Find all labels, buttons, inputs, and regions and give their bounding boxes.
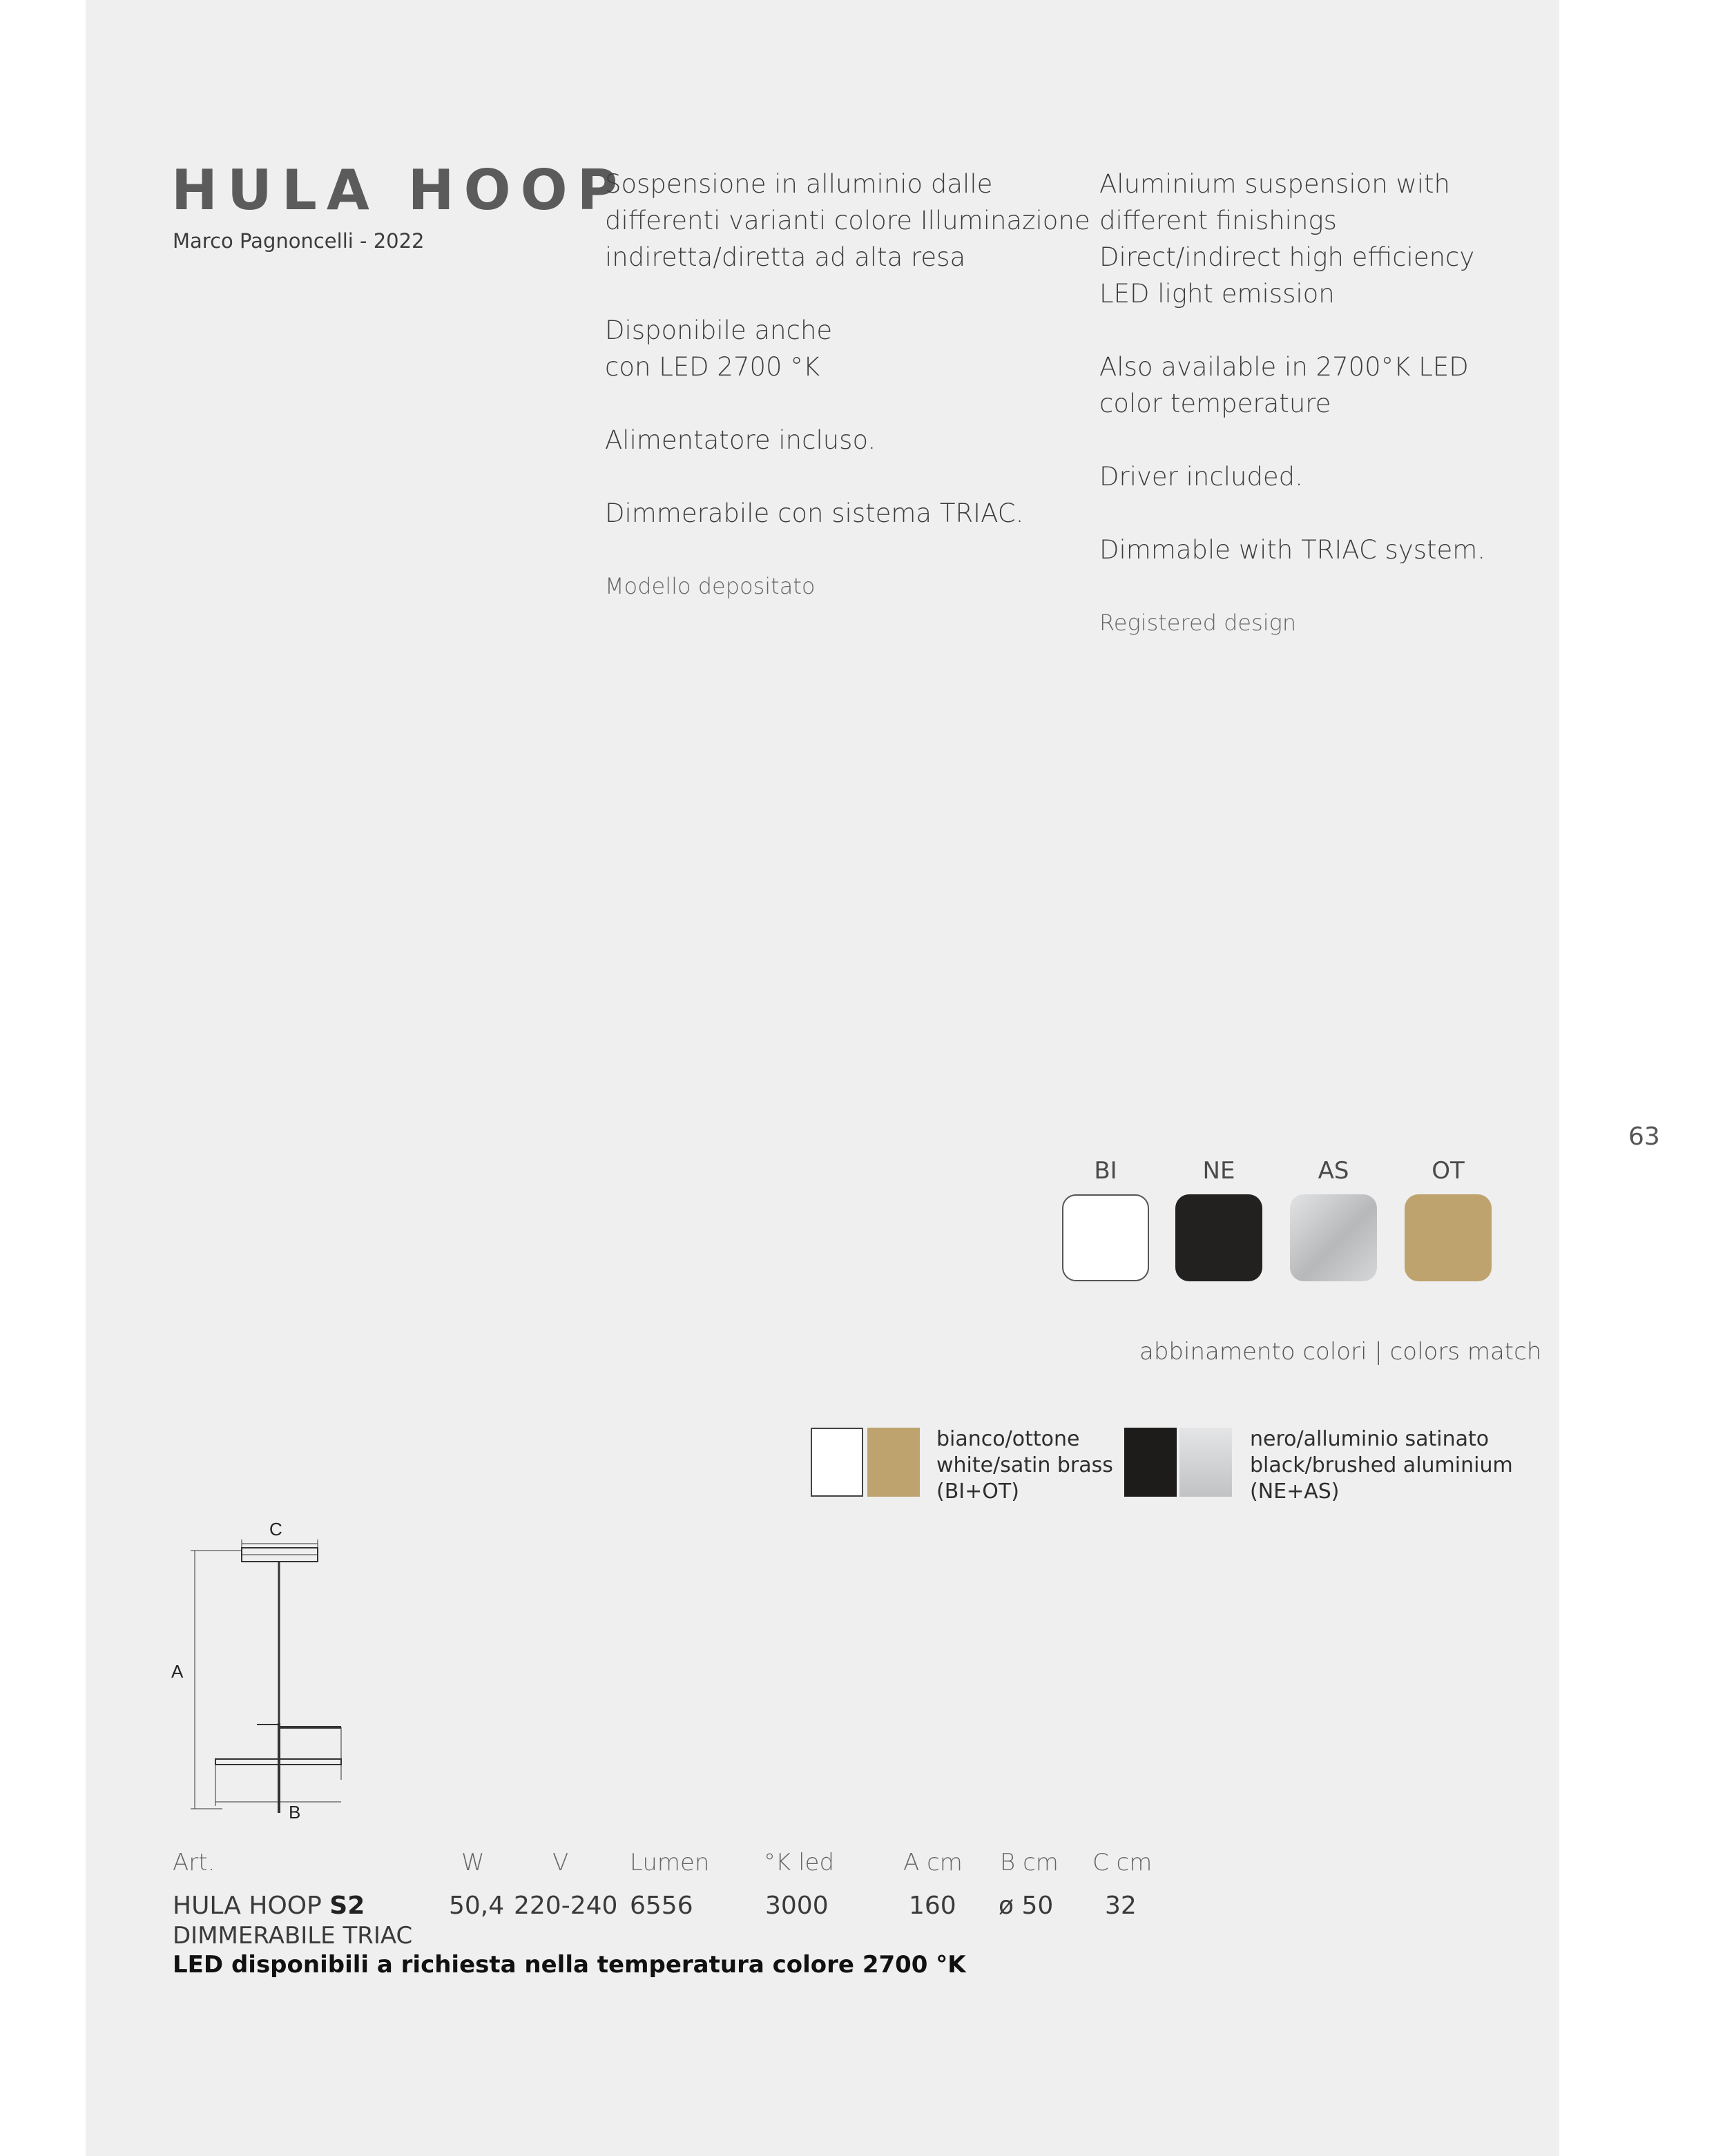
article-name: HULA HOOP <box>173 1892 322 1920</box>
finish-swatch-white <box>1062 1194 1149 1281</box>
desc-en-paragraph-1: Aluminium suspension with different finishings Direct/indirect high efficiency LED light emission <box>1099 169 1475 309</box>
row-watt: 50,4 <box>449 1892 505 1920</box>
registered-design-en: Registered design <box>1099 610 1297 636</box>
drawing-label-b: B <box>289 1802 301 1820</box>
combo2-aluminium-swatch <box>1179 1428 1232 1497</box>
combo1-description <box>936 1426 1113 1505</box>
finish-label-ne: NE <box>1202 1157 1235 1185</box>
description-english <box>1099 166 1597 678</box>
desc-it-paragraph-4: Dimmerabile con sistema TRIAC. <box>605 498 1024 528</box>
desc-it-paragraph-3: Alimentatore incluso. <box>605 425 876 455</box>
dimmable-subtitle: DIMMERABILE TRIAC <box>173 1922 413 1950</box>
drawing-label-a: A <box>171 1661 184 1682</box>
desc-en-paragraph-4: Dimmable with TRIAC system. <box>1099 535 1486 565</box>
article-code: S2 <box>329 1892 365 1920</box>
finish-label-ot: OT <box>1432 1157 1465 1185</box>
header-kelvin: °K led <box>764 1849 835 1876</box>
desc-it-paragraph-2: Disponibile anche con LED 2700 °K <box>605 315 833 382</box>
finish-swatch-aluminium <box>1290 1194 1377 1281</box>
header-w: W <box>461 1849 485 1876</box>
designer-credit: Marco Pagnoncelli - 2022 <box>173 229 425 253</box>
combo2-description <box>1250 1426 1513 1505</box>
combo2-line-en: black/brushed aluminium <box>1250 1453 1513 1477</box>
row-a: 160 <box>909 1892 956 1920</box>
combo1-brass-swatch <box>867 1428 920 1497</box>
combo2-black-swatch <box>1124 1428 1177 1497</box>
combo2-line-it: nero/alluminio satinato <box>1250 1427 1490 1451</box>
finish-label-as: AS <box>1318 1157 1349 1185</box>
combo2-line-code: (NE+AS) <box>1250 1479 1340 1504</box>
finish-swatch-brass <box>1405 1194 1492 1281</box>
description-italian <box>605 166 1102 641</box>
drawing-label-c: C <box>269 1519 282 1540</box>
led-availability-note: LED disponibili a richiesta nella temperatura colore 2700 °K <box>173 1951 966 1979</box>
header-v: V <box>552 1849 569 1876</box>
row-kelvin: 3000 <box>765 1892 829 1920</box>
desc-en-paragraph-2: Also available in 2700°K LED color temperature <box>1099 352 1469 418</box>
combo1-white-swatch <box>811 1428 863 1497</box>
header-b: B cm <box>1000 1849 1059 1876</box>
technical-drawing <box>153 1516 354 1820</box>
registered-design-it: Modello depositato <box>605 573 816 599</box>
header-c: C cm <box>1092 1849 1153 1876</box>
finish-swatch-black <box>1175 1194 1262 1281</box>
desc-it-paragraph-1: Sospensione in alluminio dalle differenti varianti colore Illuminazione indiretta/diretta ad alta resa <box>605 169 1090 272</box>
combo1-line-en: white/satin brass <box>936 1453 1113 1477</box>
product-title: HULA HOOP <box>171 158 628 222</box>
page-number: 63 <box>1628 1123 1660 1151</box>
row-voltage: 220-240 <box>514 1892 618 1920</box>
row-c: 32 <box>1105 1892 1137 1920</box>
header-lumen: Lumen <box>630 1849 710 1876</box>
row-b: ø 50 <box>999 1892 1054 1920</box>
row-article <box>173 1892 365 1920</box>
desc-en-paragraph-3: Driver included. <box>1099 462 1303 492</box>
combo1-line-code: (BI+OT) <box>936 1479 1019 1504</box>
header-a: A cm <box>903 1849 963 1876</box>
header-art: Art. <box>173 1849 215 1876</box>
finish-label-bi: BI <box>1094 1157 1117 1185</box>
row-lumen: 6556 <box>630 1892 693 1920</box>
combo1-line-it: bianco/ottone <box>936 1427 1080 1451</box>
colors-match-caption: abbinamento colori | colors match <box>1139 1338 1542 1366</box>
